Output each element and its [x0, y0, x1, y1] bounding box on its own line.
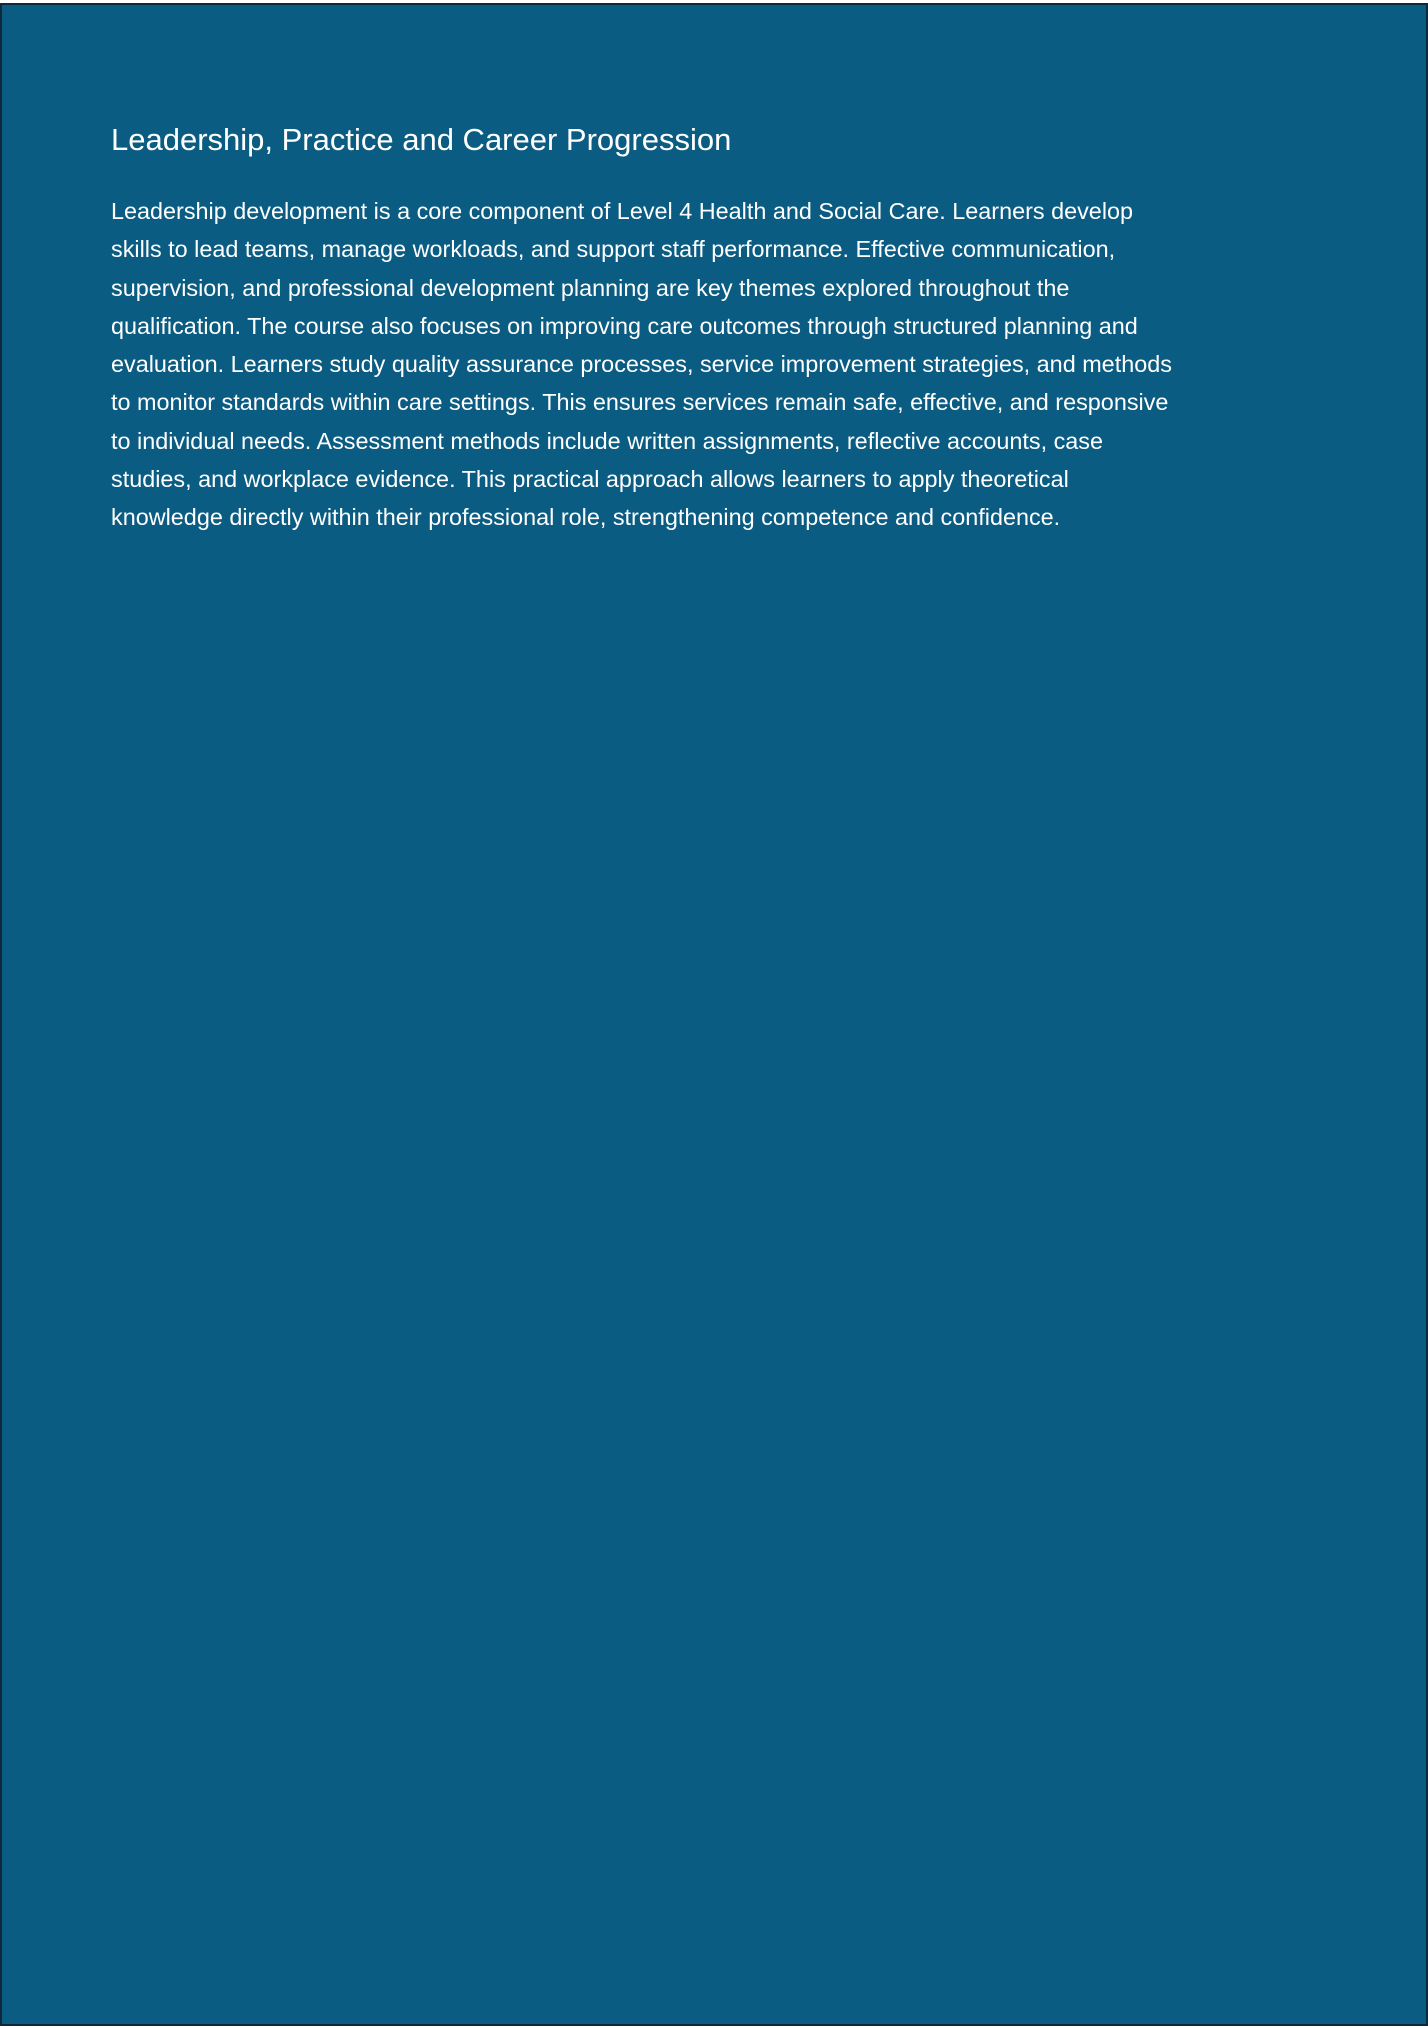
section-body-paragraph — [111, 192, 1172, 537]
paragraph-line: Leadership development is a core component of Level 4 Health and Social Care. Learners develop — [111, 198, 1134, 224]
paragraph-line: studies, and workplace evidence. This practical approach allows learners to apply theoretical — [111, 466, 1069, 493]
document-page — [0, 3, 1428, 2026]
section-title: Leadership, Practice and Career Progression — [111, 122, 732, 157]
paragraph-line: evaluation. Learners study quality assurance processes, service improvement strategies, and methods — [111, 351, 1172, 378]
paragraph-line: to individual needs. Assessment methods include written assignments, reflective accounts, case — [111, 427, 1104, 454]
paragraph-line: knowledge directly within their professional role, strengthening competence and confidence. — [111, 504, 1061, 531]
paragraph-line: to monitor standards within care settings. This ensures services remain safe, effective, and responsive — [111, 389, 1169, 416]
paragraph-line: qualification. The course also focuses on improving care outcomes through structured planning and — [111, 312, 1138, 339]
paragraph-line: supervision, and professional development planning are key themes explored throughout the — [111, 274, 1070, 301]
paragraph-line: skills to lead teams, manage workloads, and support staff performance. Effective communication, — [111, 236, 1116, 263]
